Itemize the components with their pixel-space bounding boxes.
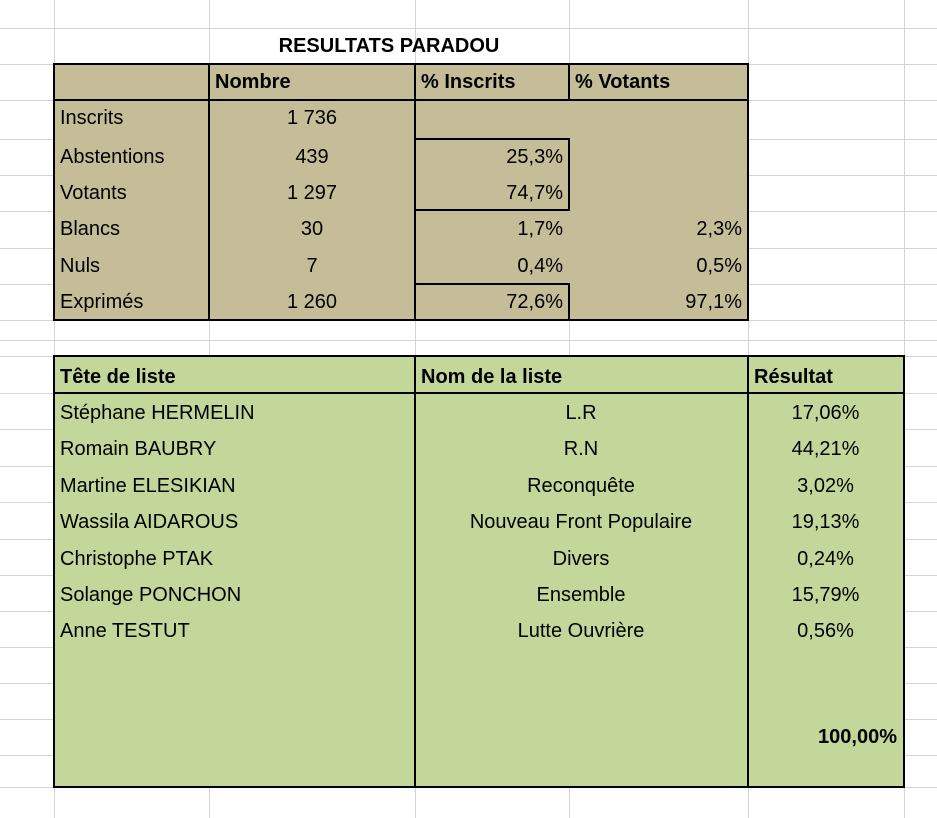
- grid-row-line: [0, 340, 937, 341]
- pct-inscrits-value: 25,3%: [506, 146, 563, 168]
- tete-de-liste: Stéphane HERMELIN: [60, 402, 255, 424]
- pct-inscrits-value: 74,7%: [506, 182, 563, 204]
- nombre-value: 7: [306, 255, 318, 277]
- row-label: Blancs: [60, 218, 121, 240]
- nom-de-liste: L.R: [565, 402, 597, 424]
- table2-header-tete: Tête de liste: [60, 366, 176, 388]
- table2-border-right: [903, 355, 905, 788]
- table1-header-nombre: Nombre: [215, 71, 291, 93]
- row-label: Exprimés: [60, 291, 144, 313]
- nombre-value: 1 736: [286, 107, 338, 129]
- pct-inscrits-value: 0,4%: [517, 255, 563, 277]
- nom-de-liste: Reconquête: [527, 475, 635, 497]
- pct-votants-value: [569, 139, 748, 175]
- resultat-value: 19,13%: [791, 511, 860, 533]
- tete-de-liste: Christophe PTAK: [60, 548, 214, 570]
- resultat-value: 3,02%: [797, 475, 854, 497]
- pct-inscrits-value: [415, 100, 569, 136]
- table2-header-resultat: Résultat: [754, 366, 833, 388]
- nom-de-liste: Ensemble: [536, 584, 626, 606]
- table2-border-top: [53, 355, 905, 357]
- row-label: Nuls: [60, 255, 101, 277]
- pct-votants-value: [569, 100, 748, 136]
- nom-de-liste: Lutte Ouvrière: [517, 620, 645, 642]
- pct-inscrits-value: 72,6%: [506, 291, 563, 313]
- table2-border-bottom: [53, 786, 905, 788]
- nom-de-liste: Nouveau Front Populaire: [469, 511, 693, 533]
- row-label: Votants: [60, 182, 127, 204]
- nombre-value: 439: [295, 146, 329, 168]
- nom-de-liste: R.N: [563, 438, 599, 460]
- pct-votants-value: 0,5%: [696, 255, 742, 277]
- resultat-value: 0,56%: [797, 620, 854, 642]
- nombre-value: 1 260: [286, 291, 338, 313]
- tete-de-liste: Anne TESTUT: [60, 620, 190, 642]
- resultat-value: 44,21%: [791, 438, 860, 460]
- table1-title: RESULTATS PARADOU: [278, 35, 500, 57]
- nom-de-liste: Divers: [552, 548, 610, 570]
- row-label: Inscrits: [60, 107, 124, 129]
- resultat-value: 15,79%: [791, 584, 860, 606]
- pct-inscrits-value: 1,7%: [517, 218, 563, 240]
- nombre-value: 30: [300, 218, 324, 240]
- table1-header-pct-votants: % Votants: [575, 71, 671, 93]
- total-resultat: 100,00%: [818, 726, 897, 748]
- pct-votants-value: 97,1%: [685, 291, 742, 313]
- pct-votants-value: 2,3%: [696, 218, 742, 240]
- tete-de-liste: Wassila AIDAROUS: [60, 511, 239, 533]
- pct-votants-value: [569, 175, 748, 211]
- tete-de-liste: Solange PONCHON: [60, 584, 242, 606]
- nombre-value: 1 297: [286, 182, 338, 204]
- table2-header-liste: Nom de la liste: [421, 366, 563, 388]
- tete-de-liste: Romain BAUBRY: [60, 438, 217, 460]
- table1-header-pct-inscrits: % Inscrits: [421, 71, 516, 93]
- tete-de-liste: Martine ELESIKIAN: [60, 475, 236, 497]
- resultat-value: 0,24%: [797, 548, 854, 570]
- row-label: Abstentions: [60, 146, 165, 168]
- resultat-value: 17,06%: [791, 402, 860, 424]
